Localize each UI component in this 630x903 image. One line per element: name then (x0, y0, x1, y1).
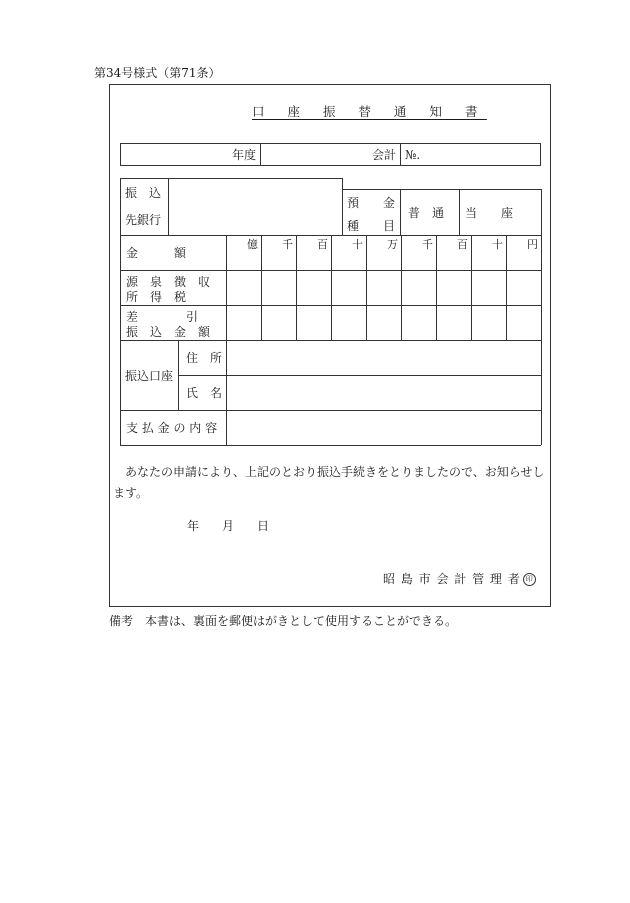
form-number: 第34号様式（第71条） (94, 66, 221, 80)
amount-unit-label: 円 (527, 238, 538, 251)
seal-mark: 印 (523, 573, 536, 586)
account-label: 会計 (372, 148, 397, 162)
net-line2: 振 込 金 額 (126, 325, 211, 339)
amount-label: 金 額 (126, 246, 187, 260)
account-label: 振込口座 (125, 369, 174, 383)
date-month: 月 (222, 519, 235, 533)
signatory-name: 昭 島 市 会 計 管 理 者 (383, 572, 521, 586)
bank-label-line1: 振 込 (125, 186, 162, 200)
bank-label-line2: 先銀行 (125, 213, 162, 227)
withholding-line1: 源 泉 徴 収 (126, 275, 211, 289)
amount-unit-label: 百 (317, 238, 328, 251)
name-label: 氏 名 (186, 386, 223, 400)
amount-unit-label: 千 (282, 238, 293, 251)
address-label: 住 所 (186, 351, 223, 365)
date-day: 日 (257, 519, 270, 533)
amount-unit-label: 千 (422, 238, 433, 251)
net-line1: 差 引 (126, 310, 199, 324)
amount-unit-label: 十 (492, 238, 503, 251)
deposit-futsu: 普 通 (408, 206, 445, 220)
deposit-toza: 当 座 (465, 206, 514, 220)
document-title: 口 座 振 替 通 知 書 (252, 104, 487, 119)
withholding-line2: 所 得 税 (126, 290, 187, 304)
amount-unit-label: 万 (387, 238, 398, 251)
signatory (383, 572, 536, 586)
amount-unit-label: 十 (352, 238, 363, 251)
deposit-type-line1: 預 金 (347, 196, 396, 210)
amount-unit-label: 百 (457, 238, 468, 251)
notice-text: あなたの申請により、上記のとおり振込手続きをとりましたので、お知らせします。 (113, 465, 545, 500)
amount-unit-label: 億 (247, 238, 258, 251)
date-year: 年 (187, 519, 200, 533)
remark: 備考 本書は、裏面を郵便はがきとして使用することができる。 (109, 614, 458, 628)
fiscal-row (120, 143, 541, 166)
number-label: №. (405, 148, 421, 162)
fiscal-year-label: 年度 (232, 148, 257, 162)
deposit-type-line2: 種 目 (347, 219, 396, 233)
payment-content-label: 支 払 金 の 内 容 (126, 421, 218, 435)
